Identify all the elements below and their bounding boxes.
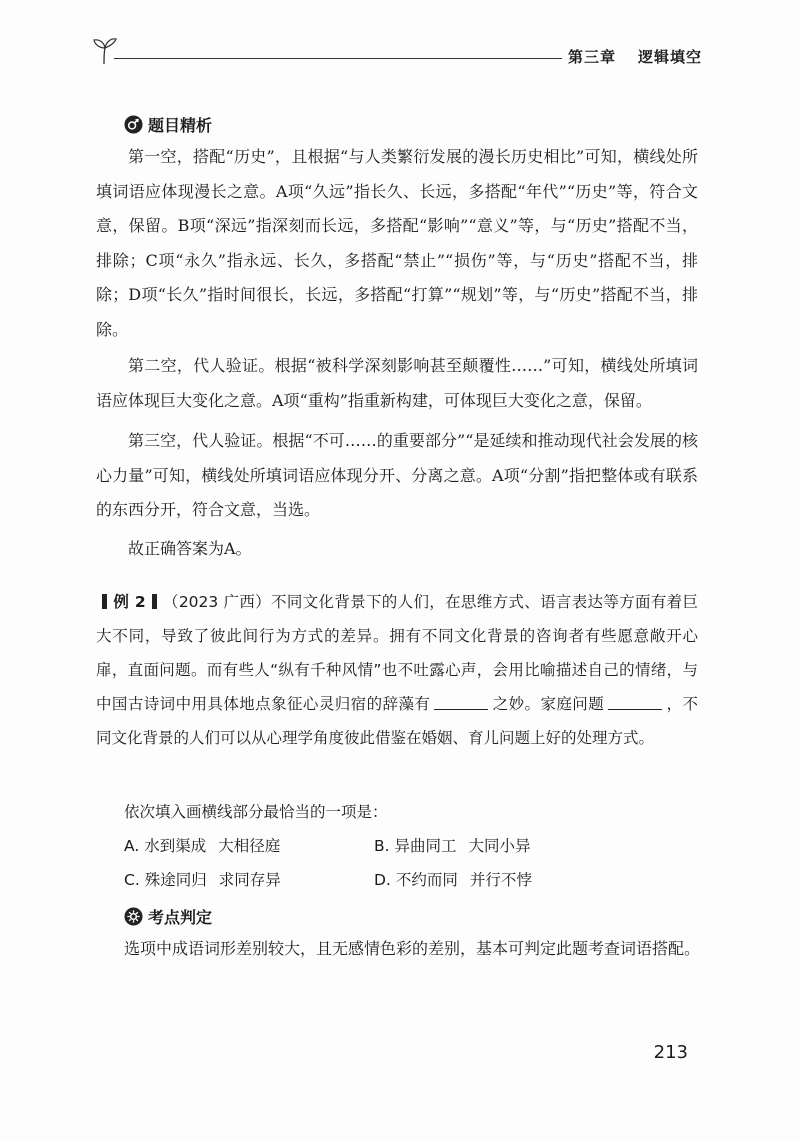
label-bar-right <box>152 594 157 609</box>
example-question-stem <box>96 585 698 755</box>
option-c[interactable] <box>124 868 374 890</box>
option-word: 大相径庭 <box>218 837 281 855</box>
option-word: 不约而同 <box>395 871 458 889</box>
answer-blank-1 <box>434 695 488 710</box>
chapter-heading <box>568 46 702 67</box>
options-row <box>124 828 624 862</box>
option-letter: C. <box>124 871 140 889</box>
example-question-prompt: 依次填入画横线部分最恰当的一项是： <box>124 803 388 821</box>
example-text-part1: 不同文化背景下的人们，在思维方式、语言表达等方面有着巨大不同，导致了彼此间行为方式的差异。拥有不同文化背景的咨询者有些愿意敞开心扉，直面问题。而有些人“纵有千种风情”也不吐露心声，会用比喻描述自己的情绪，与中国古诗词中用具体地点象征心灵归宿的辞藻有 <box>96 593 699 713</box>
option-word: 并行不悖 <box>469 871 532 889</box>
analysis-paragraph-2: 第二空，代人验证。根据“被科学深刻影响甚至颠覆性……”可知，横线处所填词语应体现巨大变化之意。A项“重构”指重新构建，可体现巨大变化之意，保留。 <box>96 356 698 410</box>
option-b[interactable] <box>374 834 624 856</box>
option-word: 殊途同归 <box>144 871 207 889</box>
option-letter: B. <box>374 837 390 855</box>
option-letter: A. <box>124 837 140 855</box>
option-word: 水到渠成 <box>144 837 207 855</box>
page-header <box>92 36 702 76</box>
example-label-box <box>96 593 163 611</box>
example-text-part3: ，不同文化背景的人们可以从心理学角度彼此借鉴在婚姻、育儿问题上好的处理方式。 <box>96 695 698 747</box>
analysis-paragraph-1: 第一空，搭配“历史”，且根据“与人类繁衍发展的漫长历史相比”可知，横线处所填词语应体现漫长之意。A项“久远”指长久、长远，多搭配“年代”“历史”等，符合文意，保留。B项“深远”指深刻而长远，多搭配“影响”“意义”等，与“历史”搭配不当，排除；C项“永久”指永远、长久，多搭配“禁止”“损伤”等，与“历史”搭配不当，排除；D项“长久”指时间很长，长远，多搭配“打算”“规划”等，与“历史”搭配不当，排除。 <box>96 147 698 339</box>
analysis-title: 题目精析 <box>148 115 213 135</box>
answer-options <box>124 828 624 896</box>
option-word: 大同小异 <box>468 837 531 855</box>
example-text-part2: 之妙。家庭问题 <box>492 695 605 713</box>
judgement-text: 选项中成语词形差别较大，且无感情色彩的差别，基本可判定此题考查词语搭配。 <box>124 939 701 958</box>
chapter-title: 逻辑填空 <box>637 48 702 66</box>
label-bar-left <box>102 594 107 609</box>
example-source: （2023 广西） <box>162 593 272 611</box>
analysis-paragraph-3: 第三空，代人验证。根据“不可……的重要部分”“是延续和推动现代社会发展的核心力量”可知，横线处所填词语应体现分开、分离之意。A项“分割”指把整体或有联系的东西分开，符合文意，当选。 <box>96 431 698 519</box>
judgement-badge-icon <box>124 907 143 926</box>
judgement-title: 考点判定 <box>148 907 213 927</box>
option-word: 求同存异 <box>218 871 281 889</box>
sprout-icon <box>92 36 118 66</box>
answer-blank-2 <box>608 695 662 710</box>
option-word: 异曲同工 <box>394 837 457 855</box>
judgement-heading <box>124 904 212 928</box>
option-d[interactable] <box>374 868 624 890</box>
example-label: 例 2 <box>113 593 146 611</box>
option-a[interactable] <box>124 834 374 856</box>
page-number: 213 <box>653 1042 688 1063</box>
analysis-heading <box>124 112 212 136</box>
option-letter: D. <box>374 871 391 889</box>
header-rule <box>114 58 562 59</box>
analysis-badge-icon <box>124 115 143 134</box>
analysis-conclusion: 故正确答案为A。 <box>128 539 252 558</box>
chapter-number: 第三章 <box>567 48 616 66</box>
options-row <box>124 862 624 896</box>
